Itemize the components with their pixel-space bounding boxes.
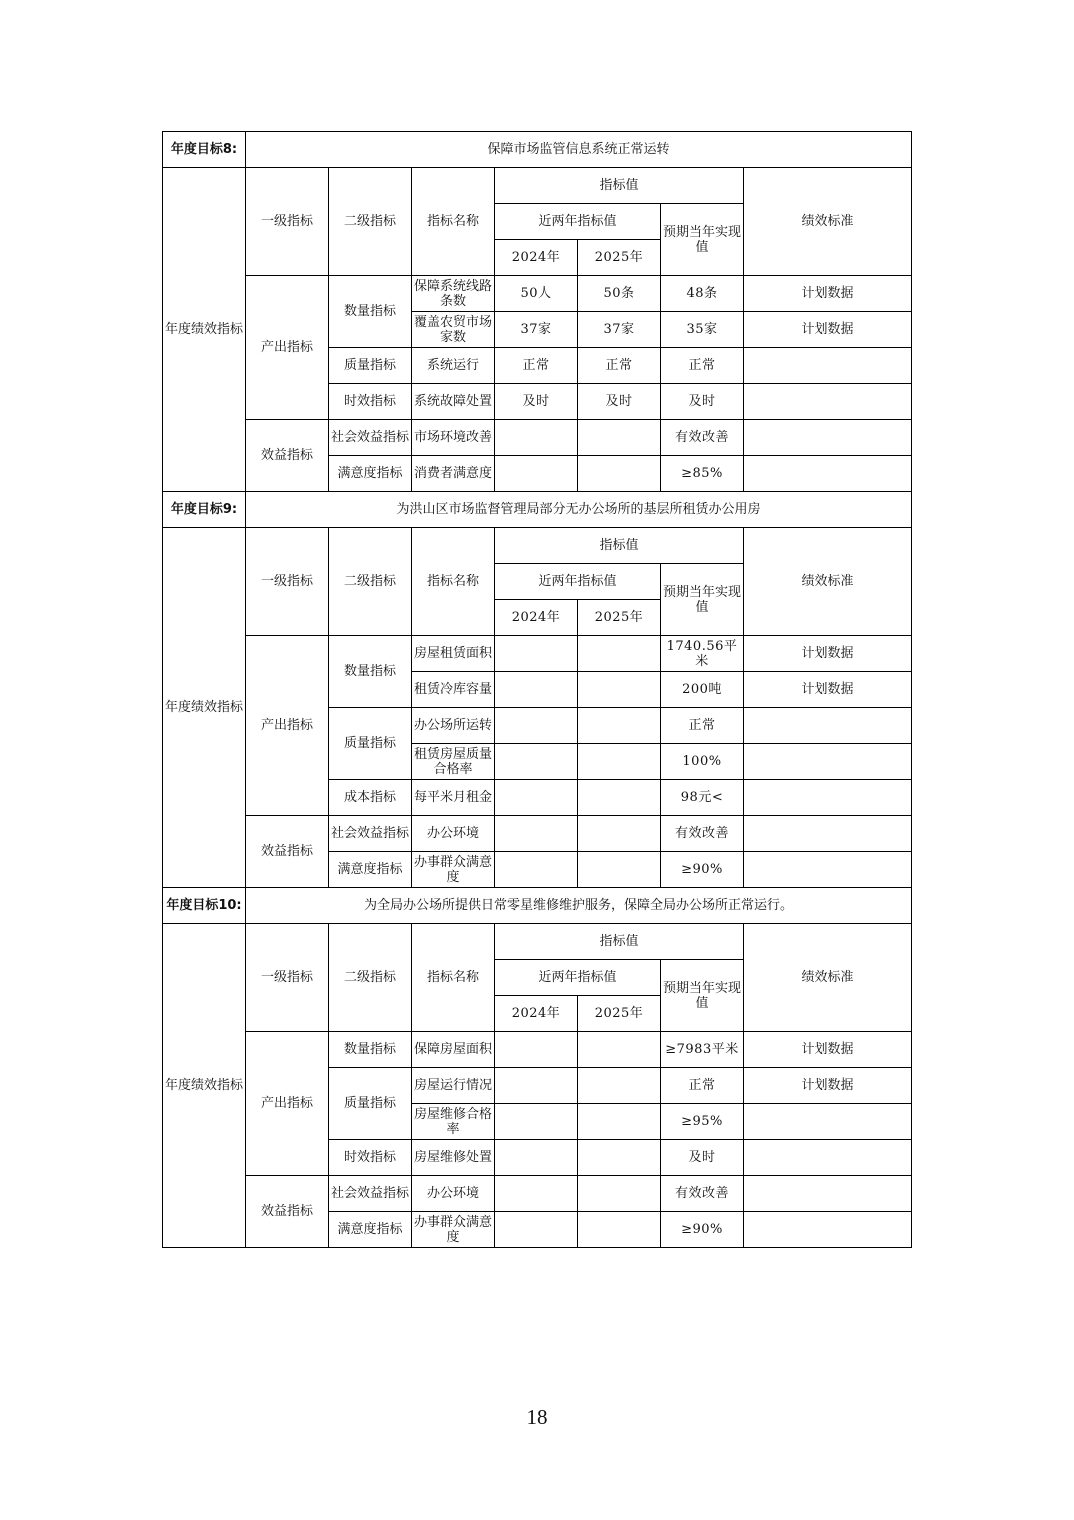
indicator-name: 办公环境 — [412, 1176, 495, 1212]
header-expected-value: 预期当年实现值 — [661, 960, 744, 1032]
indicator-name: 每平米月租金 — [412, 780, 495, 816]
header-indicator-name: 指标名称 — [412, 924, 495, 1032]
header-level2: 二级指标 — [329, 924, 412, 1032]
goal-table — [162, 131, 912, 492]
value-2024 — [495, 456, 578, 492]
header-level1: 一级指标 — [246, 528, 329, 636]
expected-value: ≥90% — [661, 852, 744, 888]
value-2024 — [495, 420, 578, 456]
indicator-name: 保障房屋面积 — [412, 1032, 495, 1068]
level2-indicator: 质量指标 — [329, 348, 412, 384]
performance-standard — [744, 816, 912, 852]
performance-standard — [744, 348, 912, 384]
goal-label: 年度目标9: — [163, 492, 246, 528]
value-2024 — [495, 672, 578, 708]
performance-standard — [744, 1140, 912, 1176]
level2-indicator: 质量指标 — [329, 708, 412, 780]
performance-standard: 计划数据 — [744, 1068, 912, 1104]
level2-indicator: 满意度指标 — [329, 456, 412, 492]
performance-standard: 计划数据 — [744, 1032, 912, 1068]
header-year-2024: 2024年 — [495, 996, 578, 1032]
value-2024 — [495, 1032, 578, 1068]
value-2025: 37家 — [578, 312, 661, 348]
header-year-2024: 2024年 — [495, 240, 578, 276]
level2-indicator: 社会效益指标 — [329, 816, 412, 852]
benefit-indicator-label: 效益指标 — [246, 1176, 329, 1248]
indicator-name: 覆盖农贸市场家数 — [412, 312, 495, 348]
level2-indicator: 满意度指标 — [329, 852, 412, 888]
expected-value: 及时 — [661, 1140, 744, 1176]
expected-value: 100% — [661, 744, 744, 780]
value-2025 — [578, 1140, 661, 1176]
header-level1: 一级指标 — [246, 168, 329, 276]
level2-indicator: 社会效益指标 — [329, 420, 412, 456]
expected-value: 200吨 — [661, 672, 744, 708]
value-2024 — [495, 852, 578, 888]
annual-performance-label: 年度绩效指标 — [163, 924, 246, 1248]
performance-standard — [744, 1176, 912, 1212]
benefit-indicator-label: 效益指标 — [246, 816, 329, 888]
value-2024: 及时 — [495, 384, 578, 420]
expected-value: ≥7983平米 — [661, 1032, 744, 1068]
expected-value: 1740.56平米 — [661, 636, 744, 672]
expected-value: 35家 — [661, 312, 744, 348]
indicator-name: 办公场所运转 — [412, 708, 495, 744]
value-2025 — [578, 744, 661, 780]
performance-goals-document — [162, 131, 911, 1248]
header-indicator-values: 指标值 — [495, 924, 744, 960]
expected-value: 48条 — [661, 276, 744, 312]
indicator-name: 系统运行 — [412, 348, 495, 384]
value-2024 — [495, 636, 578, 672]
goal-description: 为洪山区市场监督管理局部分无办公场所的基层所租赁办公用房 — [246, 492, 912, 528]
header-performance-standard: 绩效标准 — [744, 528, 912, 636]
header-year-2024: 2024年 — [495, 600, 578, 636]
header-level2: 二级指标 — [329, 168, 412, 276]
level2-indicator: 社会效益指标 — [329, 1176, 412, 1212]
goal-table — [162, 887, 912, 1248]
level2-indicator: 数量指标 — [329, 1032, 412, 1068]
expected-value: 有效改善 — [661, 1176, 744, 1212]
header-indicator-values: 指标值 — [495, 168, 744, 204]
value-2024 — [495, 1068, 578, 1104]
indicator-name: 房屋维修处置 — [412, 1140, 495, 1176]
value-2025 — [578, 1068, 661, 1104]
expected-value: 正常 — [661, 348, 744, 384]
level2-indicator: 满意度指标 — [329, 1212, 412, 1248]
value-2025 — [578, 1104, 661, 1140]
level2-indicator: 成本指标 — [329, 780, 412, 816]
output-indicator-label: 产出指标 — [246, 1032, 329, 1176]
value-2025 — [578, 672, 661, 708]
goal-label: 年度目标8: — [163, 132, 246, 168]
value-2025 — [578, 780, 661, 816]
value-2024: 37家 — [495, 312, 578, 348]
header-indicator-name: 指标名称 — [412, 168, 495, 276]
indicator-name: 消费者满意度 — [412, 456, 495, 492]
performance-standard — [744, 420, 912, 456]
goal-description: 为全局办公场所提供日常零星维修维护服务，保障全局办公场所正常运行。 — [246, 888, 912, 924]
indicator-name: 房屋运行情况 — [412, 1068, 495, 1104]
performance-standard — [744, 384, 912, 420]
header-recent-two-years: 近两年指标值 — [495, 564, 661, 600]
value-2025 — [578, 1032, 661, 1068]
value-2024 — [495, 1212, 578, 1248]
performance-standard: 计划数据 — [744, 276, 912, 312]
expected-value: ≥90% — [661, 1212, 744, 1248]
value-2024 — [495, 1104, 578, 1140]
value-2025 — [578, 636, 661, 672]
indicator-name: 房屋维修合格率 — [412, 1104, 495, 1140]
benefit-indicator-label: 效益指标 — [246, 420, 329, 492]
performance-standard — [744, 708, 912, 744]
annual-performance-label: 年度绩效指标 — [163, 168, 246, 492]
header-performance-standard: 绩效标准 — [744, 924, 912, 1032]
goal-description: 保障市场监管信息系统正常运转 — [246, 132, 912, 168]
value-2024 — [495, 744, 578, 780]
indicator-name: 保障系统线路条数 — [412, 276, 495, 312]
value-2025: 及时 — [578, 384, 661, 420]
header-level1: 一级指标 — [246, 924, 329, 1032]
indicator-name: 办公环境 — [412, 816, 495, 852]
value-2024: 50人 — [495, 276, 578, 312]
value-2025: 正常 — [578, 348, 661, 384]
value-2025: 50条 — [578, 276, 661, 312]
value-2025 — [578, 708, 661, 744]
expected-value: ≥85% — [661, 456, 744, 492]
performance-standard — [744, 852, 912, 888]
value-2024 — [495, 708, 578, 744]
annual-performance-label: 年度绩效指标 — [163, 528, 246, 888]
value-2025 — [578, 456, 661, 492]
indicator-name: 租赁冷库容量 — [412, 672, 495, 708]
performance-standard — [744, 780, 912, 816]
value-2024 — [495, 780, 578, 816]
header-year-2025: 2025年 — [578, 996, 661, 1032]
level2-indicator: 数量指标 — [329, 636, 412, 708]
level2-indicator: 时效指标 — [329, 1140, 412, 1176]
value-2025 — [578, 816, 661, 852]
level2-indicator: 质量指标 — [329, 1068, 412, 1140]
expected-value: 正常 — [661, 708, 744, 744]
indicator-name: 市场环境改善 — [412, 420, 495, 456]
indicator-name: 租赁房屋质量合格率 — [412, 744, 495, 780]
level2-indicator: 时效指标 — [329, 384, 412, 420]
goal-label: 年度目标10: — [163, 888, 246, 924]
performance-standard: 计划数据 — [744, 312, 912, 348]
value-2024 — [495, 1140, 578, 1176]
header-level2: 二级指标 — [329, 528, 412, 636]
expected-value: 及时 — [661, 384, 744, 420]
value-2024 — [495, 816, 578, 852]
performance-standard: 计划数据 — [744, 672, 912, 708]
header-year-2025: 2025年 — [578, 240, 661, 276]
performance-standard — [744, 1104, 912, 1140]
header-recent-two-years: 近两年指标值 — [495, 960, 661, 996]
header-recent-two-years: 近两年指标值 — [495, 204, 661, 240]
page-number: 18 — [526, 1405, 548, 1429]
value-2025 — [578, 852, 661, 888]
indicator-name: 办事群众满意度 — [412, 1212, 495, 1248]
header-performance-standard: 绩效标准 — [744, 168, 912, 276]
header-indicator-name: 指标名称 — [412, 528, 495, 636]
performance-standard — [744, 456, 912, 492]
performance-standard — [744, 1212, 912, 1248]
output-indicator-label: 产出指标 — [246, 276, 329, 420]
indicator-name: 办事群众满意度 — [412, 852, 495, 888]
value-2024: 正常 — [495, 348, 578, 384]
indicator-name: 系统故障处置 — [412, 384, 495, 420]
header-indicator-values: 指标值 — [495, 528, 744, 564]
output-indicator-label: 产出指标 — [246, 636, 329, 816]
goal-table — [162, 491, 912, 888]
performance-standard — [744, 744, 912, 780]
indicator-name: 房屋租赁面积 — [412, 636, 495, 672]
expected-value: 正常 — [661, 1068, 744, 1104]
value-2025 — [578, 420, 661, 456]
level2-indicator: 数量指标 — [329, 276, 412, 348]
value-2024 — [495, 1176, 578, 1212]
expected-value: 有效改善 — [661, 816, 744, 852]
performance-standard: 计划数据 — [744, 636, 912, 672]
header-expected-value: 预期当年实现值 — [661, 204, 744, 276]
expected-value: 有效改善 — [661, 420, 744, 456]
expected-value: 98元< — [661, 780, 744, 816]
header-expected-value: 预期当年实现值 — [661, 564, 744, 636]
header-year-2025: 2025年 — [578, 600, 661, 636]
value-2025 — [578, 1212, 661, 1248]
expected-value: ≥95% — [661, 1104, 744, 1140]
value-2025 — [578, 1176, 661, 1212]
